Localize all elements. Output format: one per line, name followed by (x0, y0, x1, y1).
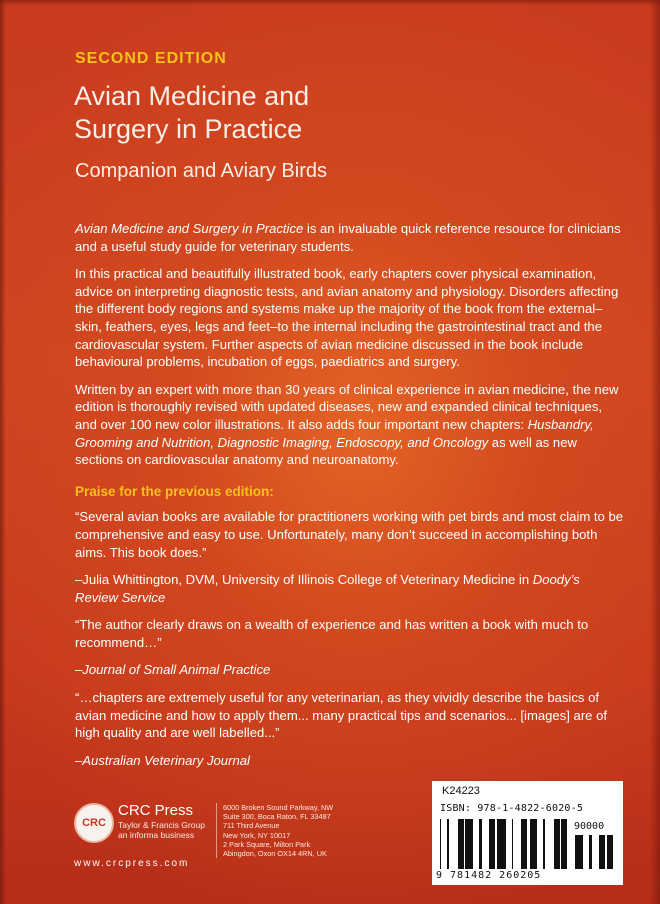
publisher-group-line-1: Taylor & Francis Group (118, 820, 205, 830)
edition-label: SECOND EDITION (75, 50, 227, 67)
new-chapters-list: Husbandry, Grooming and Nutrition, Diagnostic Imaging, Endoscopy, and Oncology (75, 416, 594, 450)
ean-barcode-icon (440, 819, 568, 869)
book-title-line-1: Avian Medicine and (74, 81, 310, 111)
cover-edge-shadow-top (0, 0, 660, 6)
address-line-3: 711 Third Avenue (223, 821, 280, 831)
crc-press-logo-icon: CRC (74, 803, 114, 843)
address-line-4: New York, NY 10017 (223, 830, 291, 840)
price-barcode-icon (574, 835, 614, 869)
cover-description (75, 220, 625, 779)
intro-text: is an invaluable quick reference resource for clinicians and a useful study guide for veterinary students. (75, 221, 621, 254)
isbn-number: ISBN: 978-1-4822-6020-5 (440, 803, 584, 814)
product-code: K24223 (442, 785, 480, 797)
book-title (74, 80, 614, 146)
review-quote-2: “The author clearly draws on a wealth of experience and has written a book with much to recommend…” (75, 617, 589, 650)
review-quote-1: “Several avian books are available for practitioners working with pet birds and most claim to be comprehensive and easy to use. Unfortunately, many don’t succeed in accomplishing both aims. This book does.” (75, 509, 624, 560)
publisher-group-line-2: an informa business (118, 830, 195, 840)
review-attribution-1 (75, 571, 625, 606)
publisher-addresses (216, 803, 413, 858)
review-attribution-3 (75, 752, 625, 770)
review-attribution-3-source: –Australian Veterinary Journal (75, 752, 250, 768)
address-line-2: Suite 300, Boca Raton, FL 33487 (223, 812, 331, 822)
price-code: 90000 (574, 821, 605, 832)
ean-digits: 9 781482 260205 (436, 870, 542, 881)
cover-edge-shadow-left (0, 0, 6, 904)
praise-heading: Praise for the previous edition: (75, 483, 274, 499)
new-edition-text: Written by an expert with more than 30 years of clinical experience in avian medicine, the new edition is thoroughly revised with updated diseases, new and expanded clinical techniques, and over 100 new color illustrations. It also adds four important new chapters: (75, 381, 619, 432)
publisher-group (118, 820, 205, 840)
book-title-line-2: Surgery in Practice (74, 114, 303, 144)
barcode-label (432, 781, 623, 885)
new-edition-paragraph (75, 381, 625, 469)
review-quote-3: “…chapters are extremely useful for any veterinarian, as they vividly describe the basics of avian medicine and how to apply them... many practical tips and scenarios... [images] are of high quality and are well labelled...” (75, 690, 608, 741)
content-paragraph: In this practical and beautifully illustrated book, early chapters cover physical examination, advice on interpreting diagnostic tests, and avian anatomy and physiology. Disorders affecting the different body regions and systems make up the majority of the book from the external–skin, feathers, eyes, legs and feet–to the internal including the gastrointestinal tract and the cardiovascular system. Further aspects of avian medicine discussed in the book include behavioural problems, incubation of eggs, paediatrics and surgery. (75, 266, 619, 370)
address-line-1: 6000 Broken Sound Parkway, NW (223, 803, 334, 812)
publisher-name: CRC Press (118, 802, 194, 819)
review-attribution-1-source: Doody’s Review Service (75, 572, 580, 605)
address-line-5: 2 Park Square, Milton Park (223, 839, 311, 849)
new-edition-tail: as well as new sections on cardiovascular anatomy and neuroanatomy. (75, 434, 577, 468)
review-attribution-2-source: –Journal of Small Animal Practice (75, 662, 271, 678)
address-line-6: Abingdon, Oxon OX14 4RN, UK (223, 849, 327, 859)
cover-edge-shadow-right (650, 0, 660, 904)
intro-book-title: Avian Medicine and Surgery in Practice (75, 221, 304, 236)
intro-paragraph (75, 220, 625, 255)
review-attribution-1-text: –Julia Whittington, DVM, University of Illinois College of Veterinary Medicine in (75, 572, 533, 588)
publisher-url: www.crcpress.com (74, 858, 190, 869)
review-attribution-2 (75, 661, 625, 679)
book-subtitle: Companion and Aviary Birds (75, 160, 327, 182)
